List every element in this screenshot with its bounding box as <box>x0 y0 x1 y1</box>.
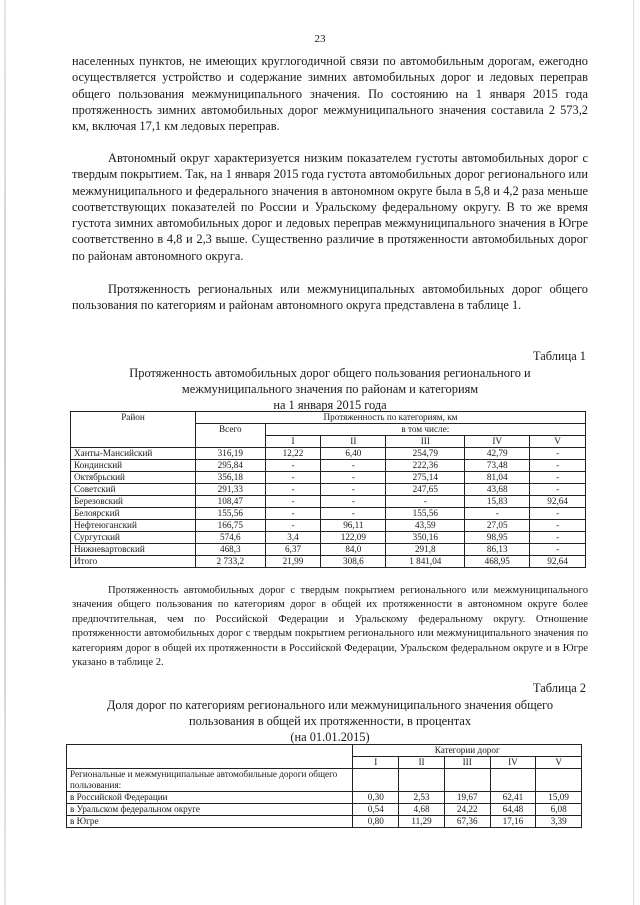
table2-header-categories: Категории дорог <box>353 745 582 757</box>
table2-empty-cell <box>444 769 490 792</box>
table1-total-cell: 2 733,2 <box>196 556 266 568</box>
table1-category-cell: 21,99 <box>265 556 321 568</box>
table2-header-cat: III <box>444 757 490 769</box>
table1-category-cell: 155,56 <box>386 508 465 520</box>
table2-title-line: пользования в общей их протяженности, в процентах <box>188 714 472 728</box>
table1-category-cell: 275,14 <box>386 472 465 484</box>
table2-share-cell: 67,36 <box>444 816 490 828</box>
table1-title-line: Протяженность автомобильных дорог общего пользования регионального и <box>129 366 531 380</box>
table1-district-name: Советский <box>71 484 196 496</box>
table2-share-cell: 11,29 <box>399 816 445 828</box>
table2-header-row <box>67 745 582 757</box>
table1-category-cell: 12,22 <box>265 448 321 460</box>
table1-category-cell: - <box>530 472 586 484</box>
table1-category-cell: 254,79 <box>386 448 465 460</box>
table2-row <box>67 804 582 816</box>
table1-district-name: Белоярский <box>71 508 196 520</box>
table1-category-cell: 84,0 <box>321 544 386 556</box>
table1-row <box>71 556 586 568</box>
table2-header-cat: IV <box>490 757 536 769</box>
table1-district-name: Октябрьский <box>71 472 196 484</box>
table1-header-total: Всего <box>196 424 266 448</box>
table1-category-cell: - <box>530 520 586 532</box>
table1-category-cell: - <box>530 484 586 496</box>
table1-row <box>71 508 586 520</box>
table1-category-cell: 81,04 <box>465 472 530 484</box>
table1 <box>70 411 586 568</box>
table2-share-cell: 62,41 <box>490 792 536 804</box>
table1-row <box>71 472 586 484</box>
table1-category-cell: 308,6 <box>321 556 386 568</box>
table2-share-cell: 64,48 <box>490 804 536 816</box>
table2-header-cat: V <box>536 757 582 769</box>
paragraph-comparison: Протяженность автомобильных дорог с твердым покрытием регионального или межмуниципального значения общего пользования по категориям дорог в общей их протяженности в автономном округе более предпочтительная, чем по Российской Федерации и Уральскому федеральному округу. Отношение протяженности автомобильных дорог с твердым покрытием регионального или межмуниципального значения по категориям дорог в общей их протяженности в Российской Федерации, Уральском федеральном округе и в Югре указано в таблице 2. <box>72 585 588 669</box>
table1-category-cell: - <box>265 496 321 508</box>
table1-category-cell: - <box>530 532 586 544</box>
table2-share-cell: 15,09 <box>536 792 582 804</box>
table1-district-name: Кондинский <box>71 460 196 472</box>
table1-header-cat: III <box>386 436 465 448</box>
table2-region-name: в Российской Федерации <box>67 792 353 804</box>
table1-category-cell: 222,36 <box>386 460 465 472</box>
table2-title-line: (на 01.01.2015) <box>290 730 370 744</box>
table1-total-cell: 468,3 <box>196 544 266 556</box>
table1-category-cell: 3,4 <box>265 532 321 544</box>
table2-share-cell: 19,67 <box>444 792 490 804</box>
table1-category-cell: - <box>321 484 386 496</box>
table2 <box>66 744 582 828</box>
table1-total-cell: 316,19 <box>196 448 266 460</box>
table1-label: Таблица 1 <box>533 349 586 363</box>
table1-row <box>71 448 586 460</box>
table1-header-cat: V <box>530 436 586 448</box>
paragraph-winter-roads: населенных пунктов, не имеющих круглогодичной связи по автомобильным дорогам, ежегодно осуществляется устройство и содержание зимних автомобильных дорог и ледовых переправ общего пользования межмуниципального значения. По состоянию на 1 января 2015 года протяженность зимних автомобильных дорог межмуниципального значения составила 2 573,2 км, включая 17,1 км ледовых переправ. <box>72 54 588 134</box>
table1-category-cell: 43,59 <box>386 520 465 532</box>
table1-district-name: Сургутский <box>71 532 196 544</box>
table2-header-cat: I <box>353 757 399 769</box>
table2-empty-cell <box>536 769 582 792</box>
table1-category-cell: - <box>530 544 586 556</box>
table2-header-blank <box>67 745 353 769</box>
table1-district-name: Итого <box>71 556 196 568</box>
table1-category-cell: - <box>321 496 386 508</box>
table1-district-name: Березовский <box>71 496 196 508</box>
table1-title-line: на 1 января 2015 года <box>273 398 387 412</box>
table2-share-cell: 4,68 <box>399 804 445 816</box>
table1-title <box>70 365 590 413</box>
table1-row <box>71 496 586 508</box>
table1-category-cell: 96,11 <box>321 520 386 532</box>
table1-total-cell: 291,33 <box>196 484 266 496</box>
table1-header-row <box>71 412 586 424</box>
table1-total-cell: 108,47 <box>196 496 266 508</box>
table1-row <box>71 484 586 496</box>
table2-row <box>67 816 582 828</box>
table1-row <box>71 544 586 556</box>
table1-category-cell: - <box>321 460 386 472</box>
table1-category-cell: 291,8 <box>386 544 465 556</box>
table1-total-cell: 166,75 <box>196 520 266 532</box>
table1-category-cell: 122,09 <box>321 532 386 544</box>
table1-total-cell: 574,6 <box>196 532 266 544</box>
table1-category-cell: - <box>265 460 321 472</box>
table1-category-cell: 98,95 <box>465 532 530 544</box>
paragraph-table-intro: Протяженность региональных или межмуниципальных автомобильных дорог общего пользования по категориям и районам автономного округа представлена в таблице 1. <box>72 282 588 313</box>
table2-intro: Региональные и межмуниципальные автомобильные дороги общего пользования: <box>67 769 353 792</box>
table2-empty-cell <box>353 769 399 792</box>
table1-category-cell: - <box>321 472 386 484</box>
table1-category-cell: 468,95 <box>465 556 530 568</box>
table2-share-cell: 2,53 <box>399 792 445 804</box>
table2-share-cell: 17,16 <box>490 816 536 828</box>
table1-category-cell: - <box>265 472 321 484</box>
scan-edge-left <box>4 0 6 905</box>
table1-category-cell: 43,68 <box>465 484 530 496</box>
table2-share-cell: 3,39 <box>536 816 582 828</box>
table1-row <box>71 532 586 544</box>
table1-category-cell: - <box>530 508 586 520</box>
table1-header-cat: IV <box>465 436 530 448</box>
table1-category-cell: - <box>321 508 386 520</box>
table1-category-cell: 247,65 <box>386 484 465 496</box>
table2-share-cell: 24,22 <box>444 804 490 816</box>
table2-share-cell: 0,54 <box>353 804 399 816</box>
table2-share-cell: 0,30 <box>353 792 399 804</box>
table1-category-cell: - <box>265 508 321 520</box>
table2-empty-cell <box>490 769 536 792</box>
scan-edge-right <box>633 0 634 905</box>
paragraph-road-density: Автономный округ характеризуется низким показателем густоты автомобильных дорог с твердым покрытием. Так, на 1 января 2015 года густота автомобильных дорог регионального или межмуниципального и федерального значения в автономном округе была в 5,8 и 4,2 раза меньше соответствующих показателей по России и Уральскому федеральному округу. В то же время густота зимних автомобильных дорог и ледовых переправ межмуниципального значения в Югре соответственно в 4,8 и 2,3 выше. Существенно различие в протяженности автомобильных дорог по районам автономного округа. <box>72 151 588 263</box>
table1-category-cell: - <box>386 496 465 508</box>
table1-category-cell: 15,83 <box>465 496 530 508</box>
table2-region-name: в Югре <box>67 816 353 828</box>
table1-category-cell: - <box>265 484 321 496</box>
table1-total-cell: 356,18 <box>196 472 266 484</box>
table1-header-including: в том числе: <box>265 424 585 436</box>
table1-category-cell: 6,40 <box>321 448 386 460</box>
table1-header-district: Район <box>71 412 196 448</box>
table1-category-cell: 92,64 <box>530 496 586 508</box>
table1-category-cell: - <box>265 520 321 532</box>
table2-share-cell: 0,80 <box>353 816 399 828</box>
table1-category-cell: 350,16 <box>386 532 465 544</box>
table1-category-cell: 86,13 <box>465 544 530 556</box>
table2-intro-row <box>67 769 582 792</box>
table2-header-cat: II <box>399 757 445 769</box>
table1-category-cell: 42,79 <box>465 448 530 460</box>
table1-row <box>71 460 586 472</box>
table1-title-line: межмуниципального значения по районам и категориям <box>181 382 479 396</box>
table1-category-cell: 73,48 <box>465 460 530 472</box>
table1-district-name: Ханты-Мансийский <box>71 448 196 460</box>
table1-row <box>71 520 586 532</box>
table1-header-cat: II <box>321 436 386 448</box>
table2-label: Таблица 2 <box>533 681 586 695</box>
table2-title <box>70 697 590 745</box>
table2-share-cell: 6,08 <box>536 804 582 816</box>
table1-header-cat: I <box>265 436 321 448</box>
table1-category-cell: 27,05 <box>465 520 530 532</box>
table1-total-cell: 295,84 <box>196 460 266 472</box>
page-number: 23 <box>314 33 326 45</box>
table1-category-cell: - <box>530 460 586 472</box>
table2-row <box>67 792 582 804</box>
table1-category-cell: 1 841,04 <box>386 556 465 568</box>
table1-category-cell: 92,64 <box>530 556 586 568</box>
table1-district-name: Нижневартовский <box>71 544 196 556</box>
table2-empty-cell <box>399 769 445 792</box>
table1-category-cell: - <box>530 448 586 460</box>
table1-category-cell: - <box>465 508 530 520</box>
table1-district-name: Нефтеюганский <box>71 520 196 532</box>
table2-region-name: в Уральском федеральном округе <box>67 804 353 816</box>
table1-category-cell: 6,37 <box>265 544 321 556</box>
table1-total-cell: 155,56 <box>196 508 266 520</box>
table1-header-length: Протяженность по категориям, км <box>196 412 586 424</box>
table2-title-line: Доля дорог по категориям регионального или межмуниципального значения общего <box>106 698 554 712</box>
